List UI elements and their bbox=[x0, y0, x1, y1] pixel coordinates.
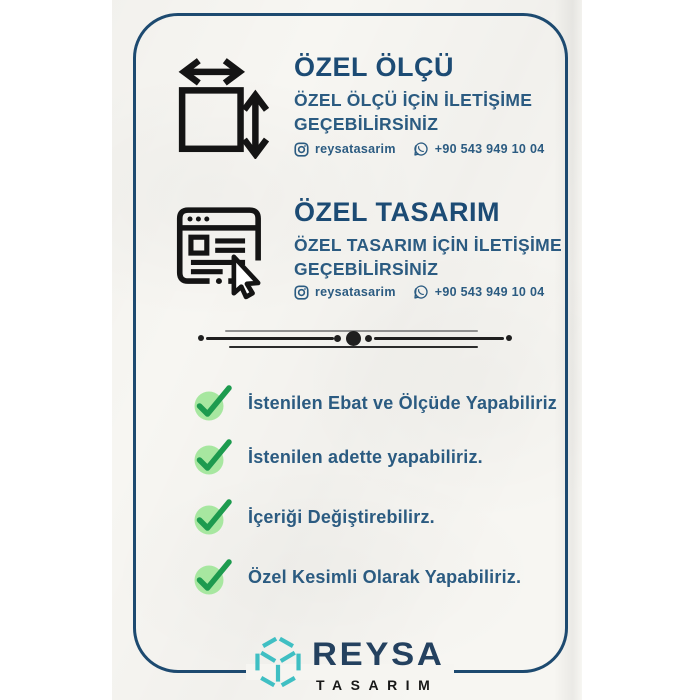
green-check-icon bbox=[192, 557, 236, 597]
whatsapp-contact bbox=[413, 284, 545, 300]
brand-name: REYSA bbox=[312, 636, 445, 672]
green-check-icon bbox=[192, 437, 236, 477]
whatsapp-number: +90 543 949 10 04 bbox=[434, 285, 545, 299]
instagram-contact bbox=[294, 142, 396, 157]
divider-line-left bbox=[206, 337, 334, 340]
checklist-item bbox=[192, 383, 557, 423]
reysa-cube-icon bbox=[250, 632, 306, 697]
divider-dot bbox=[365, 335, 372, 342]
divider-dot bbox=[334, 335, 341, 342]
divider-dot bbox=[198, 335, 204, 341]
whatsapp-icon bbox=[413, 284, 429, 300]
subtitle-line-2: GEÇEBİLİRSİNİZ bbox=[294, 258, 439, 279]
contact-row-2 bbox=[294, 284, 544, 300]
whatsapp-number: +90 543 949 10 04 bbox=[434, 142, 545, 156]
divider-dot bbox=[506, 335, 512, 341]
whatsapp-contact bbox=[413, 141, 545, 157]
contact-row-1 bbox=[294, 141, 544, 157]
instagram-handle: reysatasarim bbox=[315, 142, 396, 156]
instagram-contact bbox=[294, 285, 396, 300]
checklist-text: İstenilen adette yapabiliriz. bbox=[248, 446, 483, 467]
dimensions-icon bbox=[175, 57, 269, 164]
subtitle-line-1: ÖZEL ÖLÇÜ İÇİN İLETİŞİME bbox=[294, 90, 533, 110]
instagram-handle: reysatasarim bbox=[315, 285, 396, 299]
checklist-item bbox=[192, 497, 435, 537]
checklist-item bbox=[192, 437, 483, 477]
divider-line-right bbox=[374, 337, 504, 340]
divider-center-dot bbox=[346, 331, 361, 346]
brand-logo bbox=[250, 632, 462, 696]
instagram-icon bbox=[294, 285, 309, 300]
section-title-ozel-tasarim: ÖZEL TASARIM bbox=[294, 197, 500, 227]
section-subtitle-ozel-tasarim bbox=[294, 234, 562, 281]
green-check-icon bbox=[192, 497, 236, 537]
brand-tagline: TASARIM bbox=[316, 677, 439, 693]
section-title-ozel-olcu: ÖZEL ÖLÇÜ bbox=[294, 52, 455, 82]
subtitle-line-1: ÖZEL TASARIM İÇİN İLETİŞİME bbox=[294, 235, 563, 255]
whatsapp-icon bbox=[413, 141, 429, 157]
green-check-icon bbox=[192, 383, 236, 423]
checklist-text: Özel Kesimli Olarak Yapabiliriz. bbox=[248, 566, 522, 587]
section-subtitle-ozel-olcu bbox=[294, 89, 532, 136]
checklist-text: İstenilen Ebat ve Ölçüde Yapabiliriz bbox=[248, 392, 557, 413]
subtitle-line-2: GEÇEBİLİRSİNİZ bbox=[294, 113, 439, 134]
instagram-icon bbox=[294, 142, 309, 157]
checklist-text: İçeriği Değiştirebilirz. bbox=[248, 506, 435, 527]
divider-bottom-line bbox=[229, 346, 478, 348]
checklist-item bbox=[192, 557, 521, 597]
web-design-cursor-icon bbox=[176, 206, 274, 307]
